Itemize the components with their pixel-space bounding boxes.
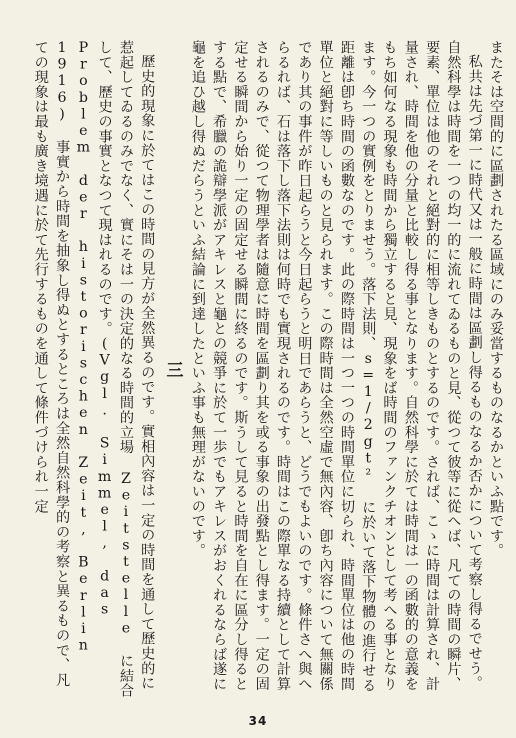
page-number: 34 (248, 714, 268, 728)
section-number: 三 (162, 361, 183, 379)
paragraph: 歷史的現象に於てはこの時間の見方が全然異るのです。實相內容は一定の時間を通して歷史的に惹起してゐるのみでなく、實にそは一の決定的なる時間的立場 Zeitstelle に結合して、歷史の事實となつて現はれるのです。(Vgl. Simmel, das Problem der historischen Zeit, Berlin 1916) 事實から時間を抽象し得ぬとするところは全然自然科學的の考察と異るもので、凡ての現象は最も廣き境遇に於て先行するものを通して條件づけられ一定 (32, 40, 156, 698)
paragraph: 私共は先づ第一に時代又は一般に時間は區劃し得るものなるか否かについて考察し得るでせう。自然科學は時間を一つの均一的に流れてゐるものと見、從つて彼等に從へば、凡ての時間の瞬片、要素、單位は他のそれと絕對的に相等しきものとするのです。されば、こゝに時間は計算され、計量され、時間を他の分量と比較し得る事となります。自然科學に於ては時間は一の函數的の意義をもち如何なる現象も時間から獨立すると見、現象をば時間のファンクチオンとして考へる事となります。今一つの實例をとりませう。落下法則、s=1/2gt² に於いて落下物體の進行せる距離は卽ち時間の函數なのです。此の際時間は一つ一つの時間單位に切られ、時間單位は他の時間單位と絕對に等しいものと見られます。この際時間は全然空虛で無內容、卽ち內容について無關係であり其の事件が昨日起らうと今日起らうと明日であらうと、どうでもよいのです。條件さへ與へらるれば、石は落下し落下法則は何時でも實現されるのです。時間はこの際單なる持續として計算されるのみで、從つて物理學者は隨意に時間を區劃り其を或る事象の出發點とし得ます。一定の固定せる瞬間から始り一定の固定せる瞬間に終るのです。斯うして見ると時間を自在に區分し得るとする點で、希臘の詭辯學派がアキレスと龜との競爭に於て一歩でもアキレスがおくれるならば遂に龜を追ひ越し得ぬだらうといふ結論に到達したといふ事も無理がないのです。 (189, 40, 483, 693)
paragraph-continued: またそは空間的に區劃されたる區域にのみ妥當するものなるかといふ點です。 (488, 40, 504, 558)
body-text-vertical (29, 40, 506, 700)
